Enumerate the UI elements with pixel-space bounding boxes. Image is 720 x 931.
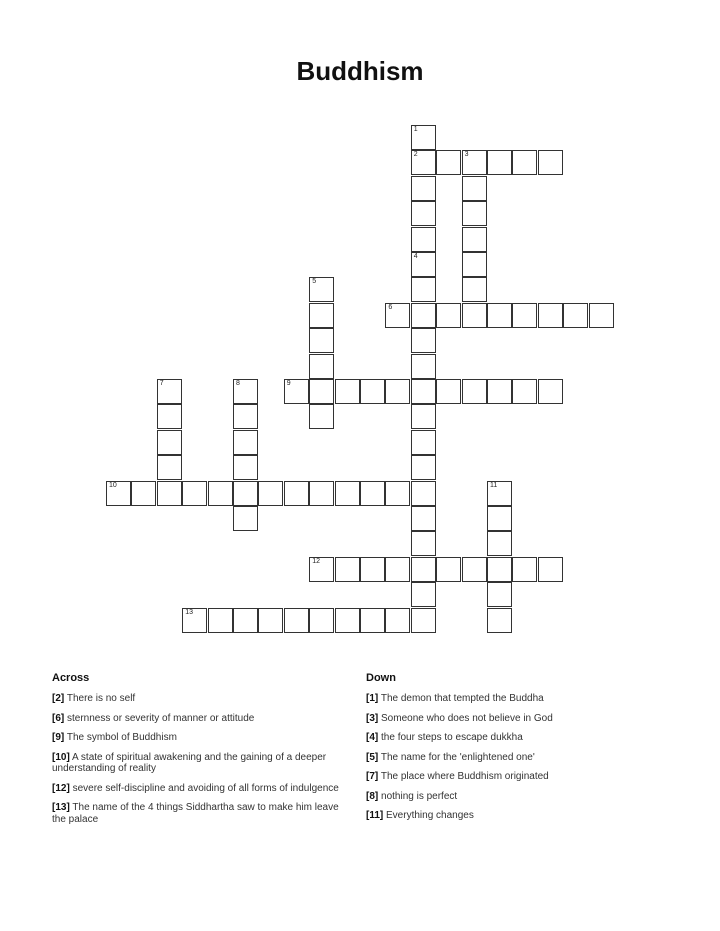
clue-number: [8] [366,790,379,802]
clue-number: [9] [52,732,65,743]
grid-cell[interactable] [157,404,182,429]
clue-down-11 [366,810,666,822]
grid-cell[interactable] [411,404,436,429]
grid-cell[interactable] [411,455,436,480]
grid-cell[interactable] [360,379,385,404]
cell-number: 5 [312,278,317,286]
down-heading: Down [366,672,396,684]
grid-cell[interactable] [436,150,461,175]
grid-cell[interactable] [411,557,436,582]
clue-number: [5] [366,751,379,763]
clue-text: A state of spiritual awakening and the gaining of a deeper understanding of reality [52,751,327,774]
clue-across-6 [52,713,352,725]
grid-cell[interactable] [309,303,334,328]
cell-number: 11 [490,481,498,489]
cell-number: 10 [109,481,117,489]
clue-text: The name for the 'enlightened one' [380,751,535,763]
grid-cell[interactable] [589,303,614,328]
grid-cell[interactable] [233,481,258,506]
grid-cell[interactable] [411,201,436,226]
grid-cell[interactable] [462,303,487,328]
grid-cell[interactable] [512,303,537,328]
grid-cell[interactable] [335,608,360,633]
cell-number: 2 [413,151,418,159]
cell-number: 3 [464,151,469,159]
grid-cell[interactable] [512,150,537,175]
grid-cell[interactable] [208,608,233,633]
grid-cell[interactable] [385,481,410,506]
grid-cell[interactable] [411,506,436,531]
grid-cell[interactable] [385,608,410,633]
clue-number: [10] [52,751,70,763]
clue-number: [7] [366,771,379,782]
grid-cell[interactable] [385,557,410,582]
clue-number: [6] [52,712,65,724]
grid-cell[interactable] [385,303,410,328]
grid-cell[interactable] [309,557,334,582]
grid-cell[interactable] [233,608,258,633]
grid-cell[interactable] [335,379,360,404]
grid-cell[interactable] [106,481,131,506]
grid-cell[interactable] [487,608,512,633]
grid-cell[interactable] [411,303,436,328]
across-clues [52,672,352,833]
grid-cell[interactable] [157,455,182,480]
clue-number: [3] [366,712,379,724]
grid-cell[interactable] [233,379,258,404]
grid-cell[interactable] [462,150,487,175]
grid-cell[interactable] [309,277,334,302]
cell-number: 13 [185,608,193,616]
clue-across-2 [52,693,352,705]
grid-cell[interactable] [309,481,334,506]
grid-cell[interactable] [462,379,487,404]
grid-cell[interactable] [411,608,436,633]
grid-cell[interactable] [538,303,563,328]
clue-text: sternness or severity of manner or attitude [67,712,255,724]
clue-down-7 [366,771,666,783]
clue-text: Everything changes [386,810,474,821]
grid-cell[interactable] [157,430,182,455]
grid-cell[interactable] [538,557,563,582]
clue-text: The name of the 4 things Siddhartha saw to make him leave the palace [52,802,339,825]
grid-cell[interactable] [309,328,334,353]
grid-cell[interactable] [157,379,182,404]
grid-cell[interactable] [360,557,385,582]
cell-number: 1 [413,126,418,133]
grid-cell[interactable] [436,557,461,582]
clue-number: [4] [366,732,379,743]
grid-cell[interactable] [487,531,512,556]
grid-cell[interactable] [157,481,182,506]
clue-across-9 [52,732,352,744]
grid-cell[interactable] [411,379,436,404]
grid-cell[interactable] [411,176,436,201]
clue-text: nothing is perfect [381,790,458,802]
clue-text: Someone who does not believe in God [381,712,553,724]
puzzle-title: Buddhism [296,56,424,86]
grid-cell[interactable] [182,608,207,633]
grid-cell[interactable] [487,379,512,404]
clue-number: [1] [366,693,379,704]
grid-cell[interactable] [436,303,461,328]
grid-cell[interactable] [411,481,436,506]
clue-text: The symbol of Buddhism [66,732,177,743]
cell-number: 6 [388,303,393,311]
grid-cell[interactable] [182,481,207,506]
cell-number: 4 [413,253,418,260]
grid-cell[interactable] [309,608,334,633]
cell-number: 7 [159,380,164,387]
across-heading: Across [52,672,90,684]
grid-cell[interactable] [258,608,283,633]
clue-down-1 [366,693,666,705]
grid-cell[interactable] [335,481,360,506]
grid-cell[interactable] [258,481,283,506]
clue-down-3 [366,713,666,725]
clue-number: [11] [366,810,384,821]
grid-cell[interactable] [309,379,334,404]
grid-cell[interactable] [284,481,309,506]
grid-cell[interactable] [411,328,436,353]
grid-cell[interactable] [487,150,512,175]
grid-cell[interactable] [538,379,563,404]
cell-number: 8 [236,380,240,387]
grid-cell[interactable] [411,227,436,252]
grid-cell[interactable] [462,176,487,201]
clue-down-4 [366,732,666,744]
clue-across-10 [52,752,352,775]
clue-across-13 [52,802,352,825]
clue-across-12 [52,783,352,795]
grid-cell[interactable] [360,608,385,633]
grid-cell[interactable] [309,354,334,379]
clue-text: The place where Buddhism originated [380,771,549,782]
grid-cell[interactable] [131,481,156,506]
grid-cell[interactable] [208,481,233,506]
clue-down-5 [366,752,666,764]
grid-cell[interactable] [411,430,436,455]
clue-number: [12] [52,782,70,794]
grid-cell[interactable] [385,379,410,404]
down-clues [366,672,666,830]
grid-cell[interactable] [487,303,512,328]
grid-cell[interactable] [436,379,461,404]
clue-down-8 [366,791,666,803]
grid-cell[interactable] [284,379,309,404]
cell-number: 12 [312,557,320,565]
clue-number: [2] [52,693,65,704]
grid-cell[interactable] [538,150,563,175]
clue-text: severe self-discipline and avoiding of all forms of indulgence [72,782,339,794]
grid-cell[interactable] [411,150,436,175]
grid-cell[interactable] [462,227,487,252]
grid-cell[interactable] [462,201,487,226]
cell-number: 9 [286,380,291,387]
grid-cell[interactable] [487,582,512,607]
grid-cell[interactable] [411,125,436,150]
grid-cell[interactable] [411,277,436,302]
grid-cell[interactable] [462,252,487,277]
grid-cell[interactable] [233,430,258,455]
grid-cell[interactable] [487,557,512,582]
grid-cell[interactable] [411,582,436,607]
clue-number: [13] [52,802,70,813]
grid-cell[interactable] [411,531,436,556]
grid-cell[interactable] [284,608,309,633]
grid-cell[interactable] [512,379,537,404]
grid-cell[interactable] [309,404,334,429]
grid-cell[interactable] [462,557,487,582]
grid-cell[interactable] [512,557,537,582]
grid-cell[interactable] [487,481,512,506]
grid-cell[interactable] [360,481,385,506]
clue-text: the four steps to escape dukkha [381,732,523,743]
grid-cell[interactable] [487,506,512,531]
grid-cell[interactable] [233,506,258,531]
grid-cell[interactable] [462,277,487,302]
grid-cell[interactable] [233,455,258,480]
grid-cell[interactable] [563,303,588,328]
grid-cell[interactable] [233,404,258,429]
clue-text: The demon that tempted the Buddha [380,693,544,704]
grid-cell[interactable] [411,252,436,277]
grid-cell[interactable] [335,557,360,582]
grid-cell[interactable] [411,354,436,379]
clue-text: There is no self [66,693,136,704]
